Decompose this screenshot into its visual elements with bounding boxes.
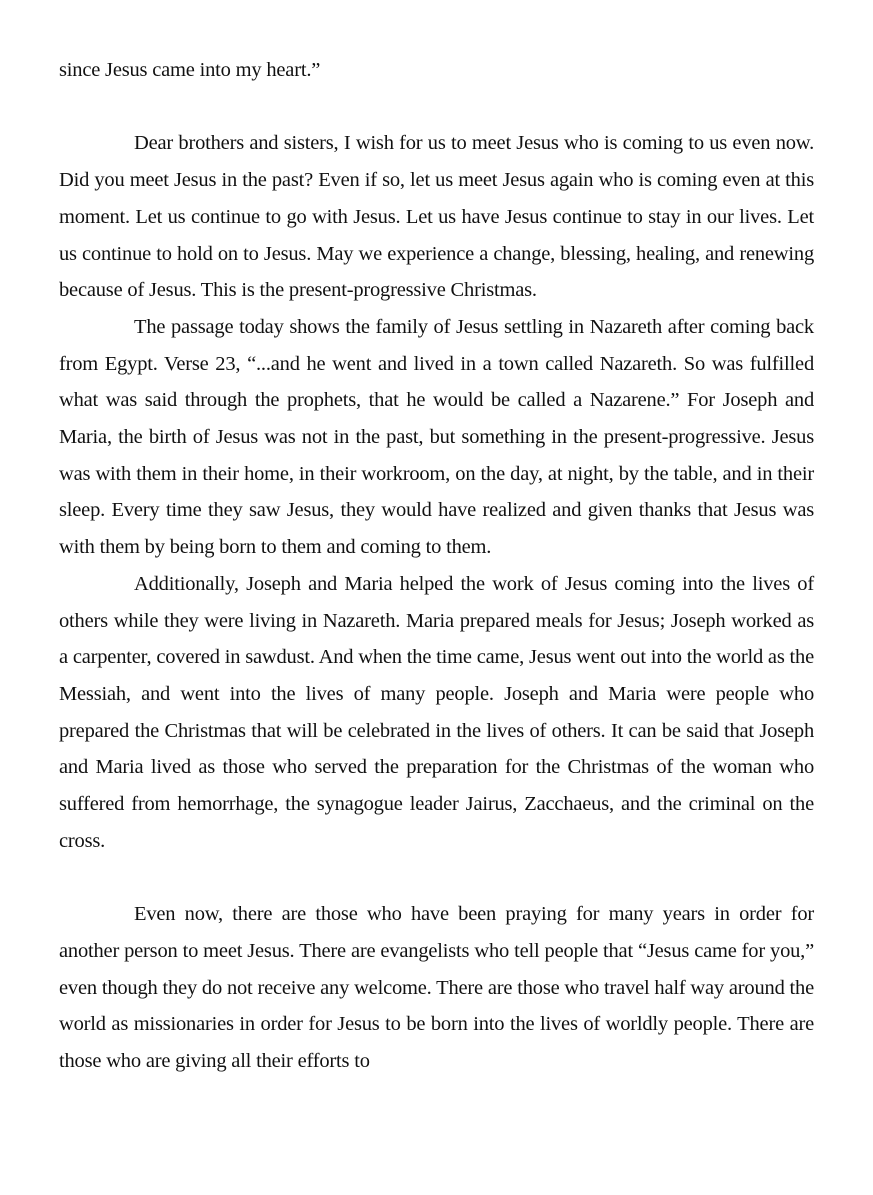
paragraph-meet-jesus-now: Dear brothers and sisters, I wish for us to meet Jesus who is coming to us even now. Did you meet Jesus in the past? Even if so, let us meet Jesus again who is coming even at this moment. Let us continue to go with Jesus. Let us have Jesus continue to stay in our lives. Let us continue to hold on to Jesus. May we experience a change, blessing, healing, and renewing because of Jesus. This is the present-progressive Christmas. (59, 132, 814, 302)
document-page (59, 52, 814, 1080)
paragraph-nazareth-passage: The passage today shows the family of Jesus settling in Nazareth after coming back from Egypt. Verse 23, “...and he went and lived in a town called Nazareth. So was fulfilled what was said through the prophets, that he would be called a Nazarene.” For Joseph and Maria, the birth of Jesus was not in the past, but something in the present-progressive. Jesus was with them in their home, in their workroom, on the day, at night, by the table, and in their sleep. Every time they saw Jesus, they would have realized and given thanks that Jesus was with them by being born to them and coming to them. (59, 315, 814, 559)
paragraph-joseph-and-maria: Additionally, Joseph and Maria helped the work of Jesus coming into the lives of others while they were living in Nazareth. Maria prepared meals for Jesus; Joseph worked as a carpenter, covered in sawdust. And when the time came, Jesus went out into the world as the Messiah, and went into the lives of many people. Joseph and Maria were people who prepared the Christmas that will be celebrated in the lives of others. It can be said that Joseph and Maria lived as those who served the preparation for the Christmas of the woman who suffered from hemorrhage, the synagogue leader Jairus, Zacchaeus, and the criminal on the cross. (59, 572, 814, 852)
paragraph-even-now: Even now, there are those who have been praying for many years in order for another person to meet Jesus. There are evangelists who tell people that “Jesus came for you,” even though they do not receive any welcome. There are those who travel half way around the world as missionaries in order for Jesus to be born into the lives of worldly people. There are those who are giving all their efforts to (59, 903, 815, 1072)
paragraph-continuation: since Jesus came into my heart.” (59, 59, 321, 81)
